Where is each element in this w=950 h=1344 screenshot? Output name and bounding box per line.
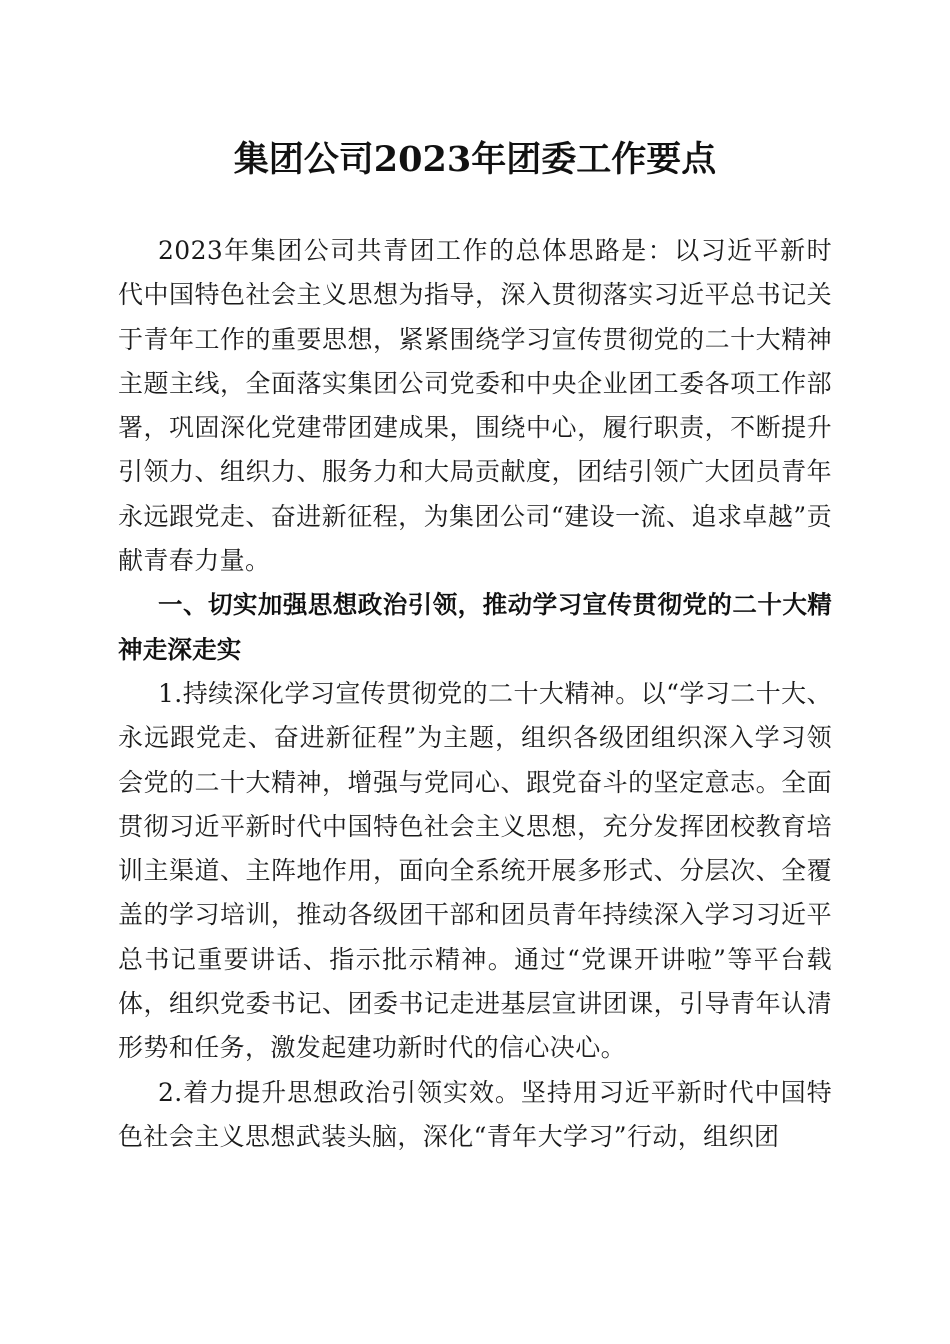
item-2-paragraph: 2.着力提升思想政治引领实效。坚持用习近平新时代中国特色社会主义思想武装头脑，深化“青年大学习”行动，组织团: [118, 1077, 832, 1151]
item-1-paragraph: 1.持续深化学习宣传贯彻党的二十大精神。以“学习二十大、永远跟党走、奋进新征程”为主题，组织各级团组织深入学习领会党的二十大精神，增强与党同心、跟党奋斗的坚定意志。全面贯彻习近平新时代中国特色社会主义思想，充分发挥团校教育培训主渠道、主阵地作用，面向全系统开展多形式、分层次、全覆盖的学习培训，推动各级团干部和团员青年持续深入学习习近平总书记重要讲话、指示批示精神。通过“党课开讲啦”等平台载体，组织党委书记、团委书记走进基层宣讲团课，引导青年认清形势和任务，激发起建功新时代的信心决心。: [118, 678, 832, 1063]
section-1-heading: 一、切实加强思想政治引领，推动学习宣传贯彻党的二十大精神走深走实: [118, 590, 832, 664]
document-body: [118, 229, 832, 1159]
document-title: 集团公司2023年团委工作要点: [233, 139, 717, 180]
intro-paragraph: 2023年集团公司共青团工作的总体思路是：以习近平新时代中国特色社会主义思想为指导，深入贯彻落实习近平总书记关于青年工作的重要思想，紧紧围绕学习宣传贯彻党的二十大精神主题主线，全面落实集团公司党委和中央企业团工委各项工作部署，巩固深化党建带团建成果，围绕中心，履行职责，不断提升引领力、组织力、服务力和大局贡献度，团结引领广大团员青年永远跟党走、奋进新征程，为集团公司“建设一流、追求卓越”贡献青春力量。: [118, 236, 832, 576]
